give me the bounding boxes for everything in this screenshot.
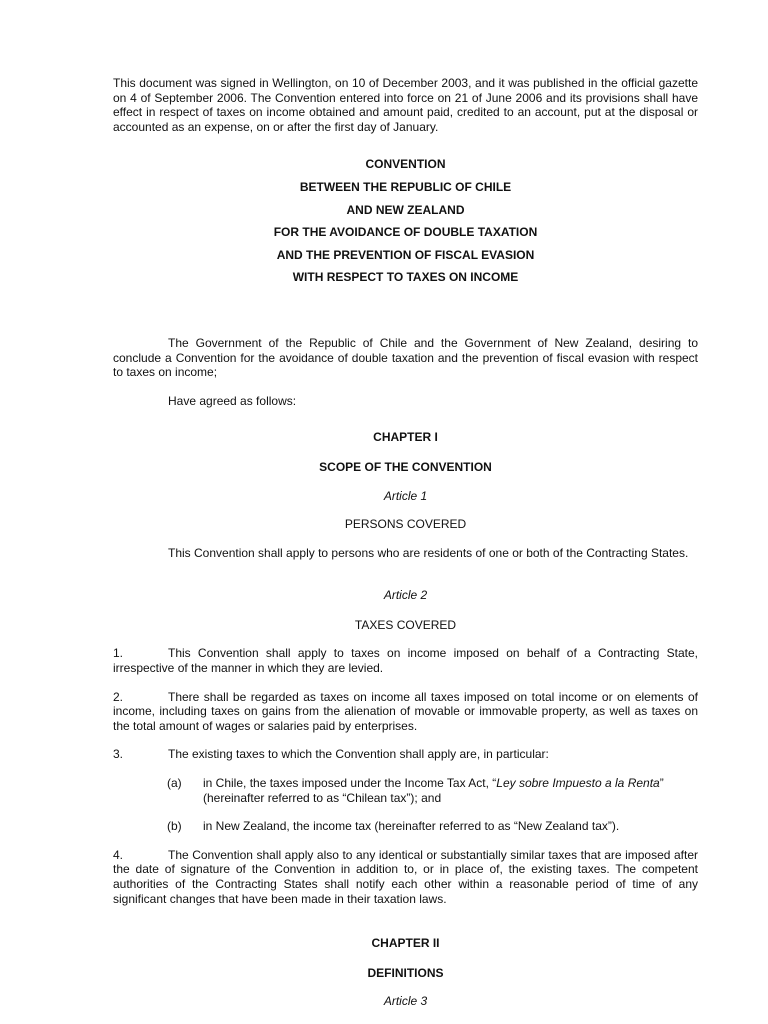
article-1-text: This Convention shall apply to persons who are residents of one or both of the Contracting States. <box>168 545 689 560</box>
preamble-paragraph: The Government of the Republic of Chile and the Government of New Zealand, desiring to conclude a Convention for the avoidance of double taxation and the prevention of fiscal evasion with respect to taxes on income; <box>113 335 698 380</box>
article-2-title: TAXES COVERED <box>354 617 457 632</box>
paragraph-number: 3. <box>113 747 124 762</box>
article-2-paragraph-2 <box>113 690 698 734</box>
title-line: CONVENTION <box>365 157 446 172</box>
article-1-title: PERSONS COVERED <box>344 517 467 532</box>
title-line: BETWEEN THE REPUBLIC OF CHILE <box>299 179 512 194</box>
title-line: AND NEW ZEALAND <box>346 202 465 217</box>
paragraph-number: 1. <box>113 646 124 661</box>
article-2-paragraph-3 <box>113 747 698 762</box>
item-text <box>203 776 698 805</box>
paragraph-number: 4. <box>113 847 124 862</box>
chapter-1-label: CHAPTER I <box>373 430 438 445</box>
article-2-item-b <box>113 819 698 834</box>
paragraph-text: The existing taxes to which the Convention shall apply are, in particular: <box>168 747 549 762</box>
title-line: FOR THE AVOIDANCE OF DOUBLE TAXATION <box>273 225 538 240</box>
chapter-1-title: SCOPE OF THE CONVENTION <box>319 459 492 474</box>
paragraph-number: 2. <box>113 689 124 704</box>
convention-title-block <box>113 153 698 289</box>
item-text-part: in Chile, the taxes imposed under the Income Tax Act, “ <box>203 776 497 791</box>
article-3-label: Article 3 <box>383 994 428 1009</box>
article-2-item-a <box>113 776 698 805</box>
title-line: WITH RESPECT TO TAXES ON INCOME <box>292 270 519 285</box>
item-label: (b) <box>167 819 182 834</box>
article-2-paragraph-4 <box>113 848 698 906</box>
intro-paragraph: This document was signed in Wellington, on 10 of December 2003, and it was published in the official gazette on 4 of September 2006. The Convention entered into force on 21 of June 2006 and its provisions shall have effect in respect of taxes on income obtained and amount paid, credited to an account, put at the disposal or accounted as an expense, on or after the first day of January. <box>113 76 698 134</box>
article-1-label: Article 1 <box>383 488 428 503</box>
item-text: in New Zealand, the income tax (hereinafter referred to as “New Zealand tax”). <box>203 819 620 834</box>
article-2-label: Article 2 <box>383 588 428 603</box>
chapter-2-label: CHAPTER II <box>371 936 440 951</box>
title-line: AND THE PREVENTION OF FISCAL EVASION <box>276 247 535 262</box>
document-body <box>113 76 698 1009</box>
item-italic-title: Ley sobre Impuesto a la Renta <box>496 776 660 791</box>
item-label: (a) <box>167 776 182 791</box>
chapter-2-title: DEFINITIONS <box>367 965 444 980</box>
item-text-part: ” (hereinafter referred to as “Chilean tax”); and <box>203 776 664 805</box>
agreed-paragraph: Have agreed as follows: <box>168 393 297 408</box>
paragraph-text: There shall be regarded as taxes on income all taxes imposed on total income or on elements of income, including taxes on gains from the alienation of movable or immovable property, as well as taxes on the total amount of wages or salaries paid by enterprises. <box>113 689 698 733</box>
article-2-paragraph-1 <box>113 646 698 675</box>
paragraph-text: The Convention shall apply also to any identical or substantially similar taxes that are imposed after the date of signature of the Convention in addition to, or in place of, the existing taxes. The competent authorities of the Contracting States shall notify each other within a reasonable period of time of any significant changes that have been made in their taxation laws. <box>113 847 698 906</box>
paragraph-text: This Convention shall apply to taxes on income imposed on behalf of a Contracting State, irrespective of the manner in which they are levied. <box>113 646 698 676</box>
